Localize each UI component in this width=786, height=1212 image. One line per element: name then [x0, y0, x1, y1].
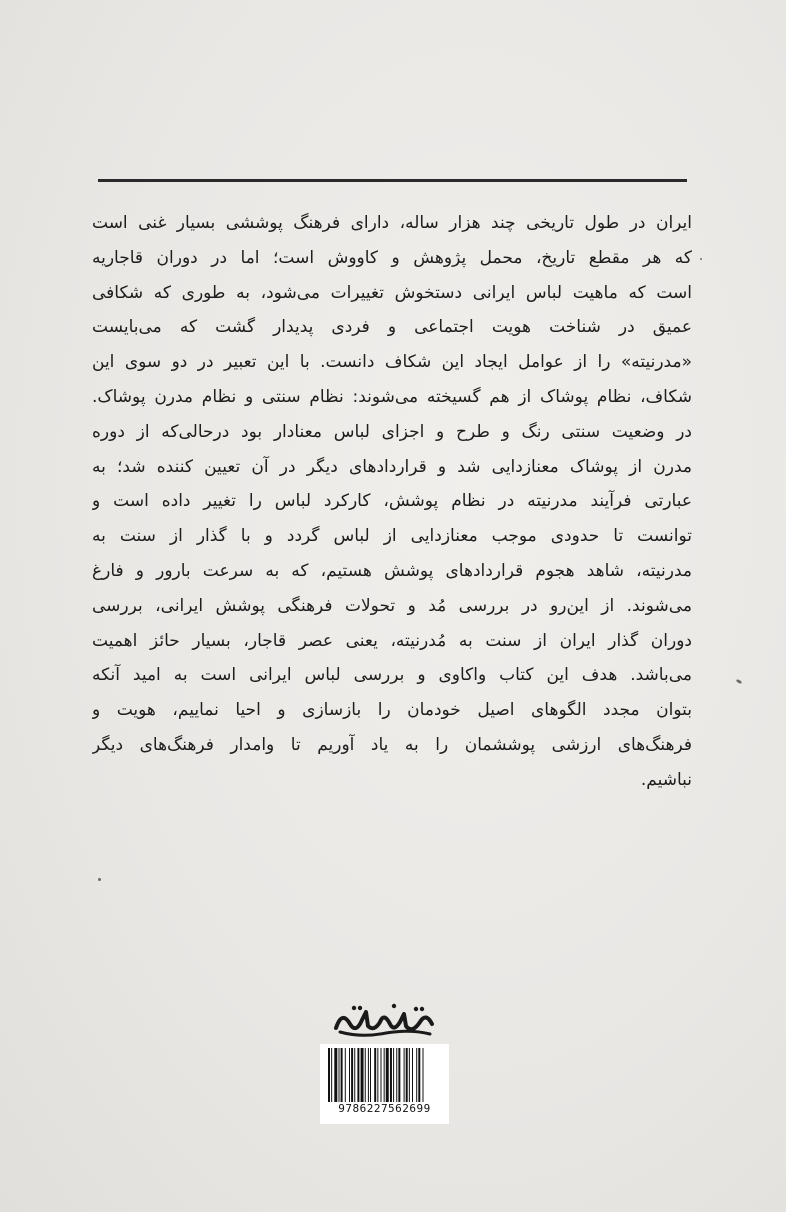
barcode-bar — [384, 1048, 385, 1102]
blurb-line: نباشیم. — [640, 769, 692, 790]
publisher-logo — [332, 1000, 436, 1038]
barcode-bar — [406, 1048, 408, 1102]
blurb-line: فرهنگ‌های ارزشی پوششمان را به یاد آوریم تا وامدار فرهنگ‌های دیگر — [92, 734, 692, 755]
barcode-bar — [381, 1048, 382, 1102]
paper-speck — [700, 258, 702, 260]
blurb-line: است که ماهیت لباس ایرانی دستخوش تغییرات می‌شود، به طوری که شکافی — [92, 282, 692, 303]
blurb-line: توانست تا حدودی موجب معنازدایی از لباس گردد و با گذار از سنت به — [92, 526, 692, 547]
barcode-bar — [354, 1048, 355, 1102]
barcode-bar — [386, 1048, 389, 1102]
barcode-bar — [370, 1048, 371, 1102]
isbn-number: 9786227562699 — [338, 1102, 431, 1115]
blurb-line: می‌شوند. از این‌رو در بررسی مُد و تحولات فرهنگی پوشش ایرانی، بررسی — [92, 595, 692, 616]
barcode-bar — [331, 1048, 332, 1102]
blurb-line: که هر مقطع تاریخ، محمل پژوهش و کاووش است؛ اما در دوران قاجاریه — [92, 247, 692, 268]
blurb-line: «مدرنیته» را از عوامل ایجاد این شکاف دانست. با این تعبیر در دو سوی این — [92, 352, 692, 373]
barcode-bar — [396, 1048, 397, 1102]
blurb-line: بتوان مجدد الگوهای اصیل خودمان را بازسازی و احیا نماییم، هویت و — [92, 700, 692, 721]
blurb-line: دوران گذار ایران از سنت به مُدرنیته، یعنی عصر قاجار، بسیار حائز اهمیت — [92, 630, 692, 651]
top-divider-line — [98, 179, 687, 182]
barcode — [320, 1044, 449, 1124]
barcode-bar — [328, 1048, 330, 1102]
barcode-bar — [365, 1048, 366, 1102]
barcode-bar — [390, 1048, 392, 1102]
blurb-line: مدرنیته، شاهد هجوم قراردادهای پوشش هستیم، که به سرعت بارور و فارغ — [92, 560, 692, 581]
blurb-line: عمیق در شناخت هویت اجتماعی و فردی پدیدار گشت که می‌بایست — [92, 317, 692, 338]
barcode-bar — [341, 1048, 343, 1102]
barcode-bar — [349, 1048, 350, 1102]
barcode-bar — [357, 1048, 359, 1102]
barcode-bar — [423, 1048, 424, 1102]
barcode-bar — [398, 1048, 400, 1102]
barcode-bars — [328, 1048, 441, 1102]
barcode-bar — [377, 1048, 378, 1102]
blurb-text — [92, 206, 692, 798]
barcode-bar — [409, 1048, 410, 1102]
barcode-bar — [404, 1048, 405, 1102]
blurb-line: شکاف، نظام پوشاک از هم گسیخته می‌شوند: نظام سنتی و نظام مدرن پوشاک. — [92, 386, 692, 407]
paper-speck — [98, 878, 101, 881]
blurb-line: در وضعیت سنتی رنگ و طرح و اجزای لباس معنادار بود درحالی‌که از دوره — [92, 421, 692, 442]
barcode-bar — [334, 1048, 337, 1102]
blurb-line: می‌باشد. هدف این کتاب واکاوی و بررسی لباس ایرانی است به امید آنکه — [92, 665, 692, 686]
paper-speck — [736, 679, 743, 685]
blurb-line: عبارتی فرآیند مدرنیته در نظام پوشش، کارکرد لباس را تغییر داده است و — [92, 491, 692, 512]
barcode-bar — [351, 1048, 353, 1102]
barcode-bar — [412, 1048, 413, 1102]
barcode-bar — [418, 1048, 420, 1102]
blurb-line: ایران در طول تاریخی چند هزار ساله، دارای فرهنگ پوششی بسیار غنی است — [92, 213, 692, 233]
barcode-bar — [368, 1048, 369, 1102]
barcode-bar — [393, 1048, 394, 1102]
barcode-bar — [361, 1048, 364, 1102]
barcode-bar — [374, 1048, 376, 1102]
barcode-bar — [345, 1048, 346, 1102]
barcode-bar — [416, 1048, 417, 1102]
blurb-line: مدرن از پوشاک معنازدایی شد و قراردادهای دیگر در آن تعیین کننده شد؛ به — [92, 456, 692, 477]
barcode-bar — [339, 1048, 340, 1102]
